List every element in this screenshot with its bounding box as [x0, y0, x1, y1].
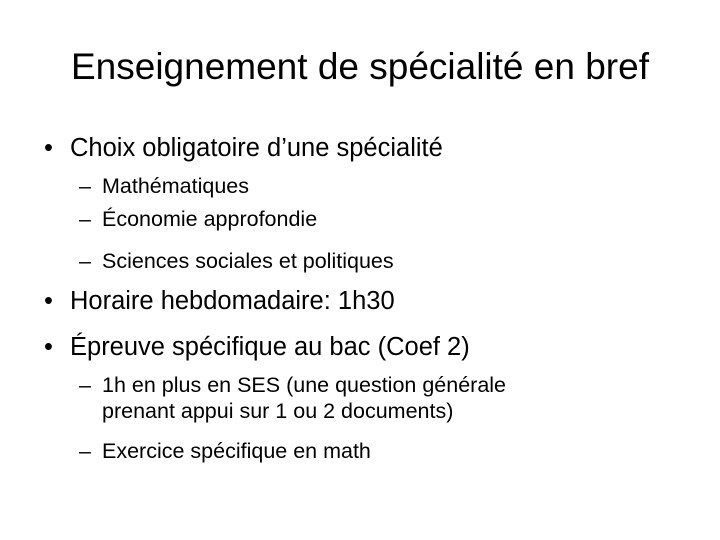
sub-bullet-item	[79, 173, 249, 199]
sub-bullet-text: Économie approfondie	[102, 207, 318, 231]
bullet-text: Horaire hebdomadaire: 1h30	[70, 287, 395, 315]
bullet-marker: •	[44, 134, 53, 162]
bullet-item	[44, 133, 443, 163]
sub-bullet-item	[79, 206, 318, 232]
bullet-marker: •	[44, 287, 53, 315]
bullet-item	[44, 286, 395, 316]
sub-bullet-text: 1h en plus en SES (une question générale prenant appui sur 1 ou 2 documents)	[102, 373, 507, 423]
sub-bullet-text: Sciences sociales et politiques	[102, 249, 394, 273]
dash-marker: –	[79, 373, 91, 397]
bullet-item	[44, 332, 470, 362]
sub-bullet-item	[79, 372, 512, 424]
dash-marker: –	[79, 249, 91, 273]
dash-marker: –	[79, 174, 91, 198]
sub-bullet-item	[79, 248, 394, 274]
sub-bullet-item	[79, 438, 371, 464]
slide-title: Enseignement de spécialité en bref	[71, 46, 649, 87]
bullet-text: Épreuve spécifique au bac (Coef 2)	[70, 333, 470, 361]
dash-marker: –	[79, 439, 91, 463]
dash-marker: –	[79, 207, 91, 231]
sub-bullet-text: Exercice spécifique en math	[102, 439, 371, 463]
bullet-text: Choix obligatoire d’une spécialité	[70, 134, 443, 162]
bullet-marker: •	[44, 333, 53, 361]
sub-bullet-text: Mathématiques	[102, 174, 249, 198]
